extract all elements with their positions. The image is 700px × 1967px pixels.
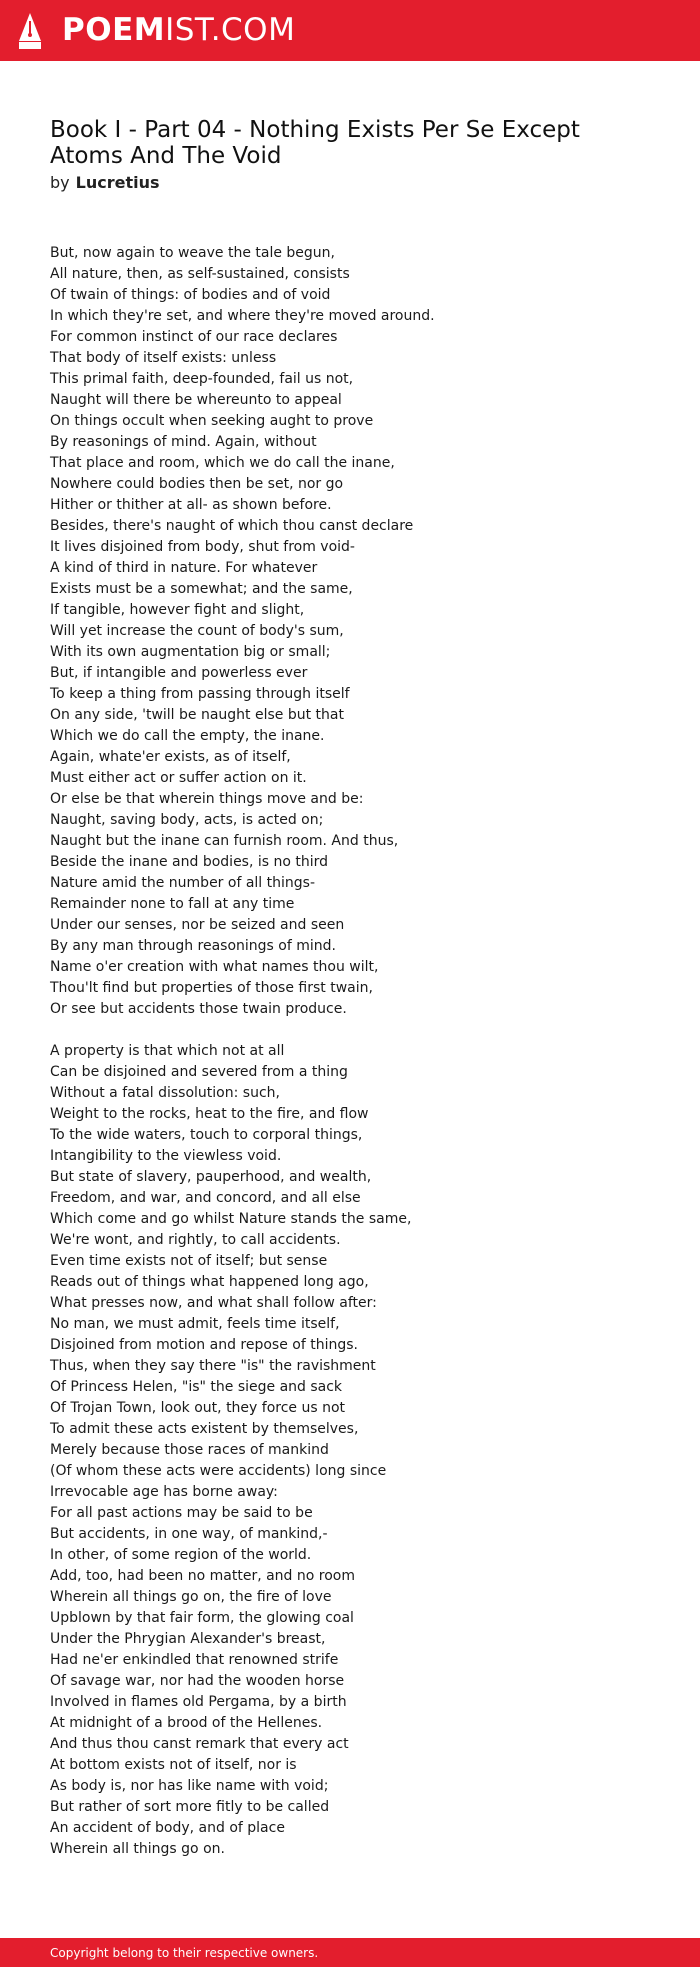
stanza-break: [50, 1020, 650, 1041]
logo-light-text: IST.COM: [165, 12, 296, 48]
poem-line: As body is, nor has like name with void;: [50, 1778, 329, 1794]
poem-line: No man, we must admit, feels time itself,: [50, 1316, 340, 1332]
poem-line: Add, too, had been no matter, and no room: [50, 1568, 355, 1584]
poem-line: Wherein all things go on.: [50, 1841, 225, 1857]
poem-line: Again, whate'er exists, as of itself,: [50, 749, 291, 765]
poem-title: Book I - Part 04 - Nothing Exists Per Se Except Atoms And The Void: [50, 117, 580, 169]
poem-line: Of twain of things: of bodies and of void: [50, 287, 331, 303]
poem-line: We're wont, and rightly, to call accidents.: [50, 1232, 341, 1248]
poem-line: Remainder none to fall at any time: [50, 896, 295, 912]
pen-nib-icon: [17, 11, 43, 51]
poem-line: For all past actions may be said to be: [50, 1505, 313, 1521]
poem-line: Merely because those races of mankind: [50, 1442, 329, 1458]
poem-line: Name o'er creation with what names thou wilt,: [50, 959, 379, 975]
poem-line: An accident of body, and of place: [50, 1820, 285, 1836]
poem-line: Irrevocable age has borne away:: [50, 1484, 278, 1500]
poem-line: Under our senses, nor be seized and seen: [50, 917, 345, 933]
poem-line: Or see but accidents those twain produce.: [50, 1001, 347, 1017]
poem-line: Naught, saving body, acts, is acted on;: [50, 812, 324, 828]
poem-line: Wherein all things go on, the fire of love: [50, 1589, 332, 1605]
poem-line: Can be disjoined and severed from a thing: [50, 1064, 348, 1080]
poem-line: Of savage war, nor had the wooden horse: [50, 1673, 345, 1689]
copyright-text: Copyright belong to their respective owners.: [50, 1946, 319, 1960]
poem-line: In which they're set, and where they're moved around.: [50, 308, 435, 324]
poem-line: What presses now, and what shall follow after:: [50, 1295, 377, 1311]
poem-line: Disjoined from motion and repose of things.: [50, 1337, 358, 1353]
poem-line: Will yet increase the count of body's sum,: [50, 623, 344, 639]
poem-line: By any man through reasonings of mind.: [50, 938, 336, 954]
poem-line: Must either act or suffer action on it.: [50, 770, 307, 786]
poem-line: And thus thou canst remark that every act: [50, 1736, 349, 1752]
poem-line: Nowhere could bodies then be set, nor go: [50, 476, 344, 492]
poem-line: A property is that which not at all: [50, 1043, 285, 1059]
poem-line: On things occult when seeking aught to prove: [50, 413, 374, 429]
poem-line: Naught will there be whereunto to appeal: [50, 392, 342, 408]
poem-line: Thou'lt find but properties of those first twain,: [50, 980, 373, 996]
poem-line: But rather of sort more fitly to be called: [50, 1799, 330, 1815]
poem-line: Naught but the inane can furnish room. And thus,: [50, 833, 399, 849]
site-footer: [0, 1938, 700, 1967]
poem-line: This primal faith, deep-founded, fail us not,: [50, 371, 354, 387]
poem-line: A kind of third in nature. For whatever: [50, 560, 318, 576]
poem-line: At midnight of a brood of the Hellenes.: [50, 1715, 323, 1731]
poem-line: It lives disjoined from body, shut from void-: [50, 539, 355, 555]
poem-line: Intangibility to the viewless void.: [50, 1148, 282, 1164]
poem-line: Nature amid the number of all things-: [50, 875, 315, 891]
poem-line: All nature, then, as self-sustained, consists: [50, 266, 350, 282]
logo-bold-text: POEM: [62, 12, 166, 48]
poem-line: At bottom exists not of itself, nor is: [50, 1757, 297, 1773]
poem-line: Besides, there's naught of which thou canst declare: [50, 518, 414, 534]
poem-line: But state of slavery, pauperhood, and wealth,: [50, 1169, 372, 1185]
poem-line: But accidents, in one way, of mankind,-: [50, 1526, 328, 1542]
poem-line: With its own augmentation big or small;: [50, 644, 331, 660]
poem-line: Involved in flames old Pergama, by a birth: [50, 1694, 347, 1710]
poem-line: That body of itself exists: unless: [50, 350, 277, 366]
poem-line: Which come and go whilst Nature stands the same,: [50, 1211, 412, 1227]
poem-line: (Of whom these acts were accidents) long since: [50, 1463, 387, 1479]
poem-line: For common instinct of our race declares: [50, 329, 338, 345]
poem-line: But, now again to weave the tale begun,: [50, 245, 335, 261]
poem-line: If tangible, however fight and slight,: [50, 602, 305, 618]
poem-line: In other, of some region of the world.: [50, 1547, 312, 1563]
poem-line: Had ne'er enkindled that renowned strife: [50, 1652, 339, 1668]
poem-line: To the wide waters, touch to corporal things,: [50, 1127, 363, 1143]
poem-line: Thus, when they say there "is" the ravishment: [50, 1358, 376, 1374]
poem-line: Beside the inane and bodies, is no third: [50, 854, 329, 870]
poem-line: Or else be that wherein things move and be:: [50, 791, 364, 807]
poem-line: Of Trojan Town, look out, they force us not: [50, 1400, 346, 1416]
poem-line: Reads out of things what happened long ago,: [50, 1274, 369, 1290]
poem-line: That place and room, which we do call the inane,: [50, 455, 395, 471]
poem-line: On any side, 'twill be naught else but that: [50, 707, 344, 723]
site-header: [0, 0, 700, 61]
site-logo[interactable]: [62, 10, 295, 50]
poem-line: Upblown by that fair form, the glowing coal: [50, 1610, 354, 1626]
poem-line: To keep a thing from passing through itself: [50, 686, 350, 702]
poem-line: Exists must be a somewhat; and the same,: [50, 581, 353, 597]
poem-line: Weight to the rocks, heat to the fire, and flow: [50, 1106, 369, 1122]
author-name[interactable]: Lucretius: [75, 173, 160, 192]
poem-line: Hither or thither at all- as shown before.: [50, 497, 332, 513]
poem-line: Freedom, and war, and concord, and all else: [50, 1190, 361, 1206]
poem-line: Which we do call the empty, the inane.: [50, 728, 325, 744]
poem-line: Under the Phrygian Alexander's breast,: [50, 1631, 326, 1647]
poem-line: Even time exists not of itself; but sense: [50, 1253, 328, 1269]
by-label: by: [50, 173, 70, 192]
poem-line: To admit these acts existent by themselves,: [50, 1421, 359, 1437]
poem-line: Of Princess Helen, "is" the siege and sack: [50, 1379, 343, 1395]
poem-line: By reasonings of mind. Again, without: [50, 434, 317, 450]
poem-line: But, if intangible and powerless ever: [50, 665, 308, 681]
poem-body: [50, 243, 650, 1860]
byline: [50, 172, 159, 194]
poem-line: Without a fatal dissolution: such,: [50, 1085, 280, 1101]
